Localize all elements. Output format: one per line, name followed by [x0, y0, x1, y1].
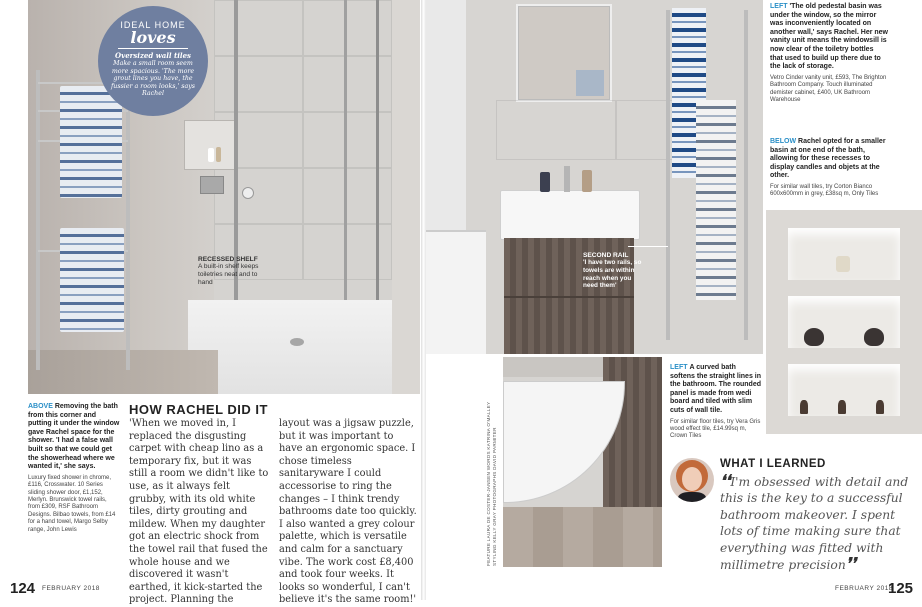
basin	[500, 190, 640, 240]
credits-line2: STYLING KELLY GRAY PHOTOGRAPHS DAVID PARMITER	[491, 427, 497, 566]
caption-left-bath	[670, 364, 762, 441]
rachel-portrait	[670, 458, 714, 502]
second-rail-callout	[583, 252, 647, 290]
badge-line2: loves	[130, 28, 176, 47]
curved-bath-photo	[503, 357, 662, 567]
recessed-shelf-niche	[184, 120, 236, 170]
caption-left-top-text: 'The old pedestal basin was under the window, so the mirror was inconveniently located on another wall,' says Rachel. Her new vanity unit means the windowsill is now clear of the toiletry bottles that used to build up there due to the lack of storage.	[770, 3, 888, 71]
second-rail-heading: SECOND RAIL	[583, 252, 629, 259]
shower-photo	[28, 0, 420, 394]
quote-close-mark: ❜❜	[845, 554, 857, 574]
caption-left-top	[770, 3, 888, 104]
left-page-number: 124	[10, 580, 36, 597]
caption-above-details: Luxury fixed shower in chrome, £116, Crosswater. 10 Series sliding shower door, £1,152, Merlyn. Brunswick towel rails, from £309, RSF Bathroom Designs. Bilbao towels, from £14 for a hand towel, Margo Selby range, John Lewis	[28, 474, 116, 533]
badge-divider	[118, 48, 188, 49]
recessed-shelf-callout	[198, 256, 270, 287]
credits-line1: FEATURE LAURA DE COSTER-JANSEN WORDS KATRINA O'MALLEY	[486, 401, 491, 566]
recess-niches-photo	[766, 210, 922, 434]
article-column-2: layout was a jigsaw puzzle, but it was important to have an ergonomic space. I chose timeless sanitaryware I could accessorise to ring the changes – I think trendy bathrooms date too quickly. I also wanted a grey colour palette, which is versatile and calm for a sanctuary vibe. The work cost £8,400 and took four weeks. It looks so wonderful, I can't believe it's the same room!'	[279, 418, 417, 606]
caption-above	[28, 403, 120, 534]
ideal-home-loves-badge	[98, 6, 208, 116]
badge-text: Make a small room seem more spacious. 'The more grout lines you have, the fussier a room looks,' says Rachel	[110, 60, 196, 98]
left-footer-date: FEBRUARY 2018	[42, 585, 100, 592]
second-rail-text: 'I have two rails, so towels are within reach when you need them'	[583, 259, 642, 290]
caption-below-details: For similar wall tiles, try Corton Bianco 600x600mm in grey, £38sq m, Only Tiles	[770, 183, 879, 198]
caption-left-top-details: Vetro Cinder vanity unit, £593, The Brighton Bathroom Company. Touch illuminated demister cabinet, £400, UK Bathroom Warehouse	[770, 74, 887, 103]
caption-below-text: Rachel opted for a smaller basin at one end of the bath, allowing for these recesses to display candles and objets at the other.	[770, 138, 886, 180]
right-page-number: 125	[888, 580, 914, 597]
learned-quote	[720, 473, 912, 573]
badge-title: Oversized wall tiles	[115, 51, 191, 60]
article-column-1: 'When we moved in, I replaced the disgusting carpet with cheap lino as a temporary fix, but it was still a room we didn't like to use, as it always felt grubby, with its old white tiles, dirty grouting and mildew. When my daughter got an electric shock from the towel rail that fused the whole house and we discovered it wasn't earthed, it kick-started the project. Planning the	[129, 418, 269, 606]
badge-line1: IDEAL HOME	[120, 20, 186, 30]
caption-left-top-label: LEFT	[770, 3, 788, 10]
caption-left-bath-text: A curved bath softens the straight lines in the bathroom. The rounded panel is made from wedi board and tiled with slim cuts of wall tile.	[670, 364, 762, 414]
towel-grey	[696, 100, 736, 300]
right-footer-date: FEBRUARY 2018	[835, 585, 893, 592]
second-rail-line	[628, 246, 668, 247]
towel-top	[60, 86, 122, 198]
caption-below-label: BELOW	[770, 138, 797, 145]
caption-above-label: ABOVE	[28, 403, 53, 410]
recessed-shelf-heading: RECESSED SHELF	[198, 256, 258, 263]
caption-below	[770, 138, 888, 199]
learned-quote-text: I'm obsessed with detail and this is the key to a successful bathroom makeover. I spent lots of time making sure that everything was fitted with millimetre precision	[720, 475, 909, 573]
recessed-shelf-text: A built-in shelf keeps toiletries neat and to hand	[198, 263, 259, 286]
credits	[486, 346, 497, 566]
caption-left-bath-label: LEFT	[670, 364, 688, 371]
caption-left-bath-details: For similar floor tiles, try Vera Gris wood effect tile, £14.99sq m, Crown Tiles	[670, 418, 761, 440]
caption-above-text: Removing the bath from this corner and putting it under the window gave Rachel space for the shower. 'I had a false wall built so that we could get the showerhead where we wanted it,' she says.	[28, 403, 120, 471]
article-heading: HOW RACHEL DID IT	[129, 402, 268, 417]
towel-bottom	[60, 228, 124, 332]
vanity-photo	[426, 0, 763, 354]
learned-heading: WHAT I LEARNED	[720, 458, 826, 470]
quote-open-mark: ❛❛	[720, 471, 731, 490]
